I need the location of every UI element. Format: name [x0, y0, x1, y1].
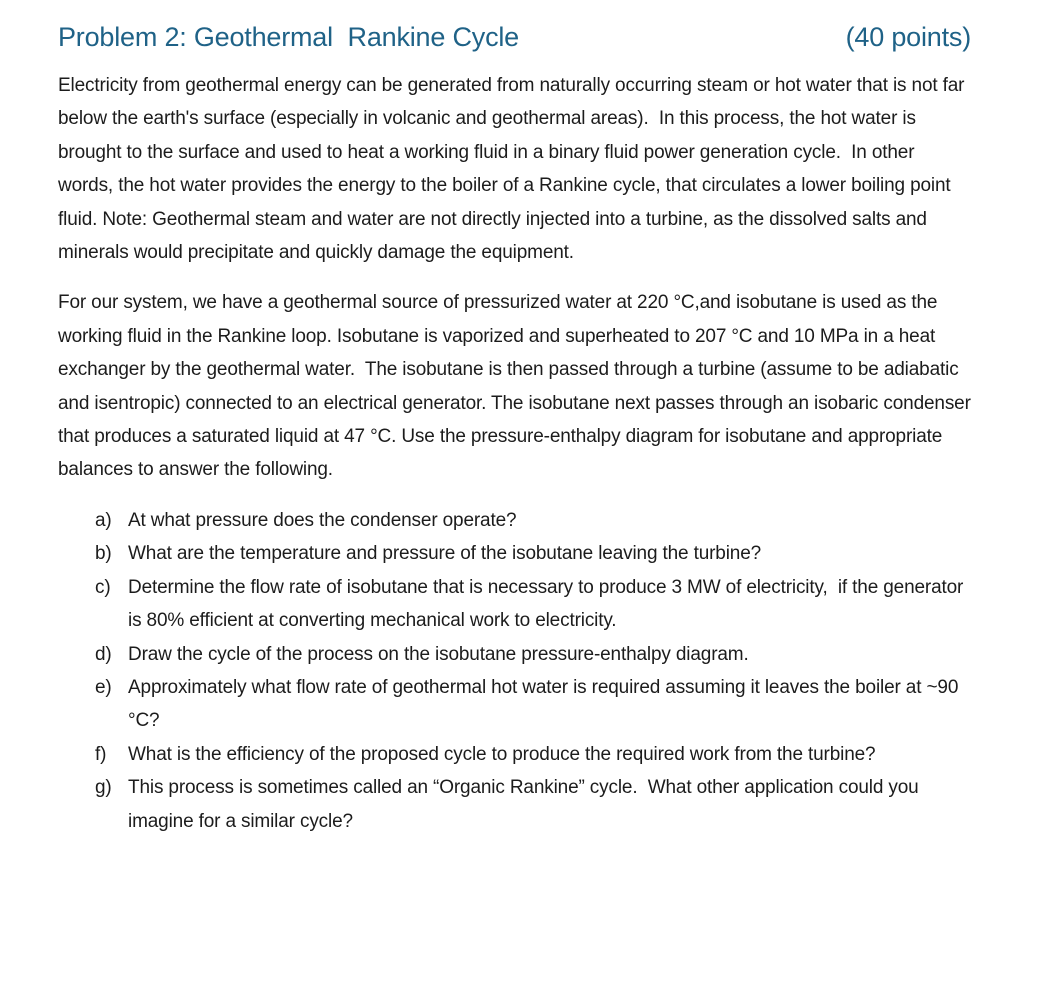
- question-text: Draw the cycle of the process on the isobutane pressure-enthalpy diagram.: [128, 643, 749, 665]
- points-label: (40 points): [845, 22, 971, 52]
- question-item: [95, 771, 971, 838]
- question-label: c): [95, 576, 111, 598]
- question-item: [95, 671, 971, 738]
- question-label: d): [95, 643, 112, 665]
- question-label: g): [95, 777, 112, 799]
- problem-header: [58, 22, 971, 53]
- question-item: [95, 537, 971, 570]
- question-item: [95, 638, 971, 671]
- intro-paragraph: Electricity from geothermal energy can be generated from naturally occurring steam or hot water that is not far below the earth's surface (especially in volcanic and geothermal areas). In this process, the hot water is brought to the surface and used to heat a working fluid in a binary fluid power generation cycle. In other words, the hot water provides the energy to the boiler of a Rankine cycle, that circulates a lower boiling point fluid. Note: Geothermal steam and water are not directly injected into a turbine, as the dissolved salts and minerals would precipitate and quickly damage the equipment.: [58, 75, 970, 264]
- question-text: At what pressure does the condenser operate?: [128, 509, 517, 531]
- question-text: What is the efficiency of the proposed cycle to produce the required work from the turbine?: [128, 743, 876, 765]
- question-item: [95, 738, 971, 771]
- question-text: Approximately what flow rate of geothermal hot water is required assuming it leaves the boiler at ~90 °C?: [128, 676, 964, 732]
- question-list: [95, 504, 971, 838]
- question-text: Determine the flow rate of isobutane that is necessary to produce 3 MW of electricity, if the generator is 80% efficient at converting mechanical work to electricity.: [128, 576, 969, 632]
- problem-title: Problem 2: Geothermal Rankine Cycle: [58, 22, 520, 52]
- question-text: This process is sometimes called an “Organic Rankine” cycle. What other application could you imagine for a similar cycle?: [128, 777, 924, 832]
- question-label: e): [95, 676, 112, 698]
- question-label: f): [95, 743, 107, 765]
- question-item: [95, 504, 971, 537]
- question-label: a): [95, 509, 112, 531]
- question-text: What are the temperature and pressure of the isobutane leaving the turbine?: [128, 543, 762, 565]
- question-item: [95, 571, 971, 638]
- question-label: b): [95, 543, 112, 565]
- system-paragraph: For our system, we have a geothermal source of pressurized water at 220 °C,and isobutane is used as the working fluid in the Rankine loop. Isobutane is vaporized and superheated to 207 °C and 10 MPa in a heat exchanger by the geothermal water. The isobutane is then passed through a turbine (assume to be adiabatic and isentropic) connected to an electrical generator. The isobutane next passes through an isobaric condenser that produces a saturated liquid at 47 °C. Use the pressure-enthalpy diagram for isobutane and appropriate balances to answer the following.: [58, 292, 976, 481]
